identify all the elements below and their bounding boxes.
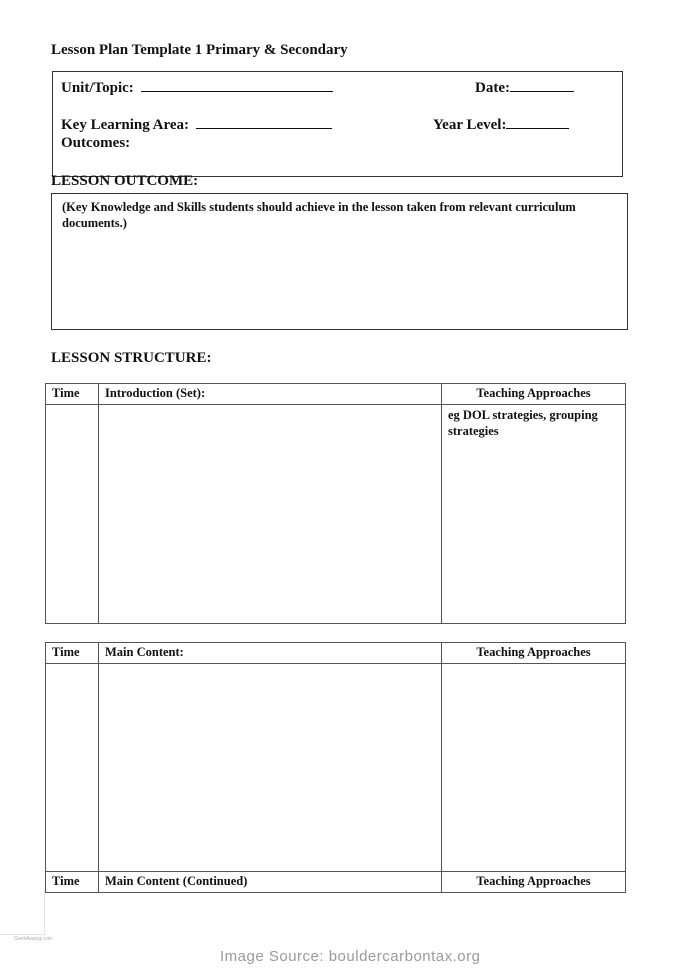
teaching-approaches-continued-header: Teaching Approaches [442, 872, 626, 893]
year-level-label: Year Level: [433, 117, 507, 133]
image-source-watermark: Image Source: bouldercarbontax.org [220, 948, 481, 965]
key-learning-area-field [61, 116, 332, 134]
time-header: Time [46, 384, 99, 405]
unit-topic-label: Unit/Topic: [61, 80, 134, 96]
unit-topic-blank [141, 79, 333, 92]
lesson-structure-heading: LESSON STRUCTURE: [51, 350, 212, 366]
teaching-approaches-note: eg DOL strategies, grouping strategies [442, 405, 626, 624]
corner-watermark: GeekAwang.com [14, 936, 52, 942]
time-cell [46, 664, 99, 872]
introduction-table [45, 383, 626, 624]
time-header: Time [46, 643, 99, 664]
unit-topic-field [61, 79, 333, 97]
lesson-outcome-note: (Key Knowledge and Skills students should achieve in the lesson taken from relevant curriculum documents.) [62, 200, 576, 230]
lesson-outcome-heading: LESSON OUTCOME: [51, 173, 199, 189]
date-label: Date: [475, 80, 510, 96]
teaching-approaches-header: Teaching Approaches [442, 384, 626, 405]
corner-mark [0, 890, 45, 935]
main-content-header: Main Content: [99, 643, 442, 664]
key-learning-area-label: Key Learning Area: [61, 117, 190, 133]
date-blank [510, 79, 574, 92]
outcomes-label: Outcomes: [61, 135, 131, 151]
main-content-table [45, 642, 626, 893]
main-content-cell [99, 664, 442, 872]
date-field [475, 79, 574, 97]
key-learning-area-blank [196, 116, 332, 129]
teaching-approaches-cell [442, 664, 626, 872]
document-title: Lesson Plan Template 1 Primary & Secondary [51, 42, 348, 58]
time-cell [46, 405, 99, 624]
main-content-continued-header: Main Content (Continued) [99, 872, 442, 893]
year-level-blank [506, 116, 569, 129]
introduction-header: Introduction (Set): [99, 384, 442, 405]
teaching-approaches-header: Teaching Approaches [442, 643, 626, 664]
year-level-field [433, 116, 569, 134]
introduction-cell [99, 405, 442, 624]
time-continued-header: Time [46, 872, 99, 893]
